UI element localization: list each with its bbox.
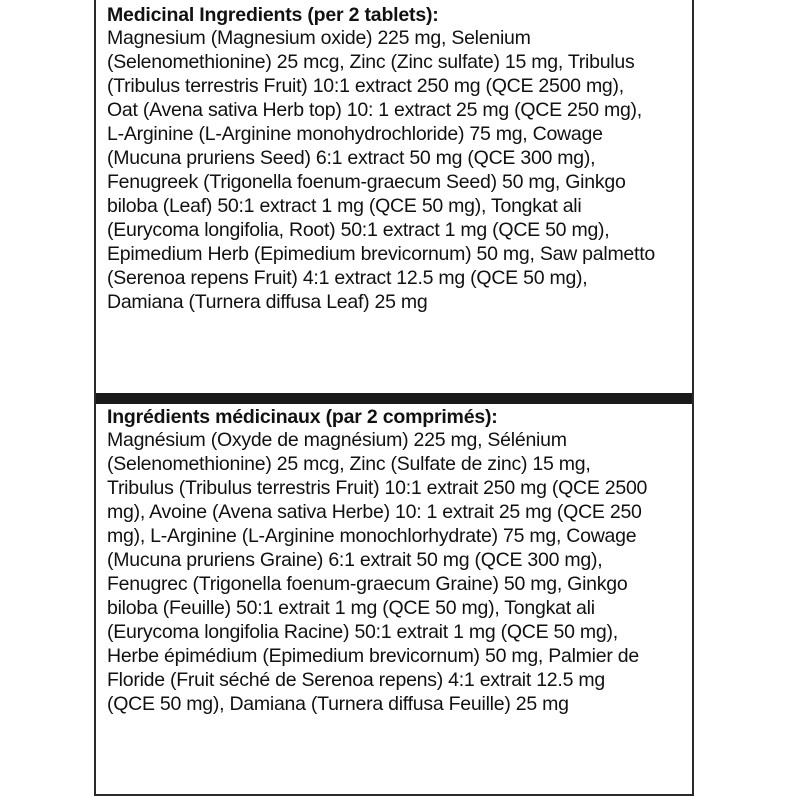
english-line-5: L-Arginine (L-Arginine monohydrochloride) 75 mg, Cowage — [107, 123, 603, 145]
french-line-5: mg), L-Arginine (L-Arginine monochlorhydrate) 75 mg, Cowage — [107, 525, 637, 547]
english-line-8: biloba (Leaf) 50:1 extract 1 mg (QCE 50 mg), Tongkat ali — [107, 195, 582, 217]
english-line-3: (Tribulus terrestris Fruit) 10:1 extract 250 mg (QCE 2500 mg), — [107, 75, 624, 97]
french-line-12: (QCE 50 mg), Damiana (Turnera diffusa Feuille) 25 mg — [107, 693, 569, 715]
french-line-6: (Mucuna pruriens Graine) 6:1 extrait 50 mg (QCE 300 mg), — [107, 549, 603, 571]
french-heading: Ingrédients médicinaux (par 2 comprimés): — [107, 406, 498, 428]
french-line-10: Herbe épimédium (Epimedium brevicornum) 50 mg, Palmier de — [107, 645, 639, 667]
french-line-3: Tribulus (Tribulus terrestris Fruit) 10:1 extrait 250 mg (QCE 2500 — [107, 477, 648, 499]
french-line-7: Fenugrec (Trigonella foenum-graecum Graine) 50 mg, Ginkgo — [107, 573, 628, 595]
french-ingredients-panel — [96, 406, 692, 716]
ingredients-label — [94, 0, 694, 796]
english-line-1: Magnesium (Magnesium oxide) 225 mg, Selenium — [107, 27, 531, 49]
english-line-10: Epimedium Herb (Epimedium brevicornum) 50 mg, Saw palmetto — [107, 243, 655, 265]
english-line-6: (Mucuna pruriens Seed) 6:1 extract 50 mg (QCE 300 mg), — [107, 147, 596, 169]
english-ingredients-panel — [96, 4, 692, 314]
english-line-9: (Eurycoma longifolia, Root) 50:1 extract 1 mg (QCE 50 mg), — [107, 219, 610, 241]
english-line-4: Oat (Avena sativa Herb top) 10: 1 extract 25 mg (QCE 250 mg), — [107, 99, 642, 121]
english-heading: Medicinal Ingredients (per 2 tablets): — [107, 4, 439, 26]
english-line-12: Damiana (Turnera diffusa Leaf) 25 mg — [107, 291, 428, 313]
english-line-2: (Selenomethionine) 25 mcg, Zinc (Zinc sulfate) 15 mg, Tribulus — [107, 51, 635, 73]
french-line-8: biloba (Feuille) 50:1 extrait 1 mg (QCE 50 mg), Tongkat ali — [107, 597, 595, 619]
french-line-1: Magnésium (Oxyde de magnésium) 225 mg, Sélénium — [107, 429, 567, 451]
french-line-2: (Selenomethionine) 25 mcg, Zinc (Sulfate de zinc) 15 mg, — [107, 453, 591, 475]
french-line-4: mg), Avoine (Avena sativa Herbe) 10: 1 extrait 25 mg (QCE 250 — [107, 501, 642, 523]
english-line-11: (Serenoa repens Fruit) 4:1 extract 12.5 mg (QCE 50 mg), — [107, 267, 588, 289]
french-line-11: Floride (Fruit séché de Serenoa repens) 4:1 extrait 12.5 mg — [107, 669, 605, 691]
french-line-9: (Eurycoma longifolia Racine) 50:1 extrait 1 mg (QCE 50 mg), — [107, 621, 618, 643]
english-line-7: Fenugreek (Trigonella foenum-graecum Seed) 50 mg, Ginkgo — [107, 171, 626, 193]
section-divider — [96, 393, 692, 404]
